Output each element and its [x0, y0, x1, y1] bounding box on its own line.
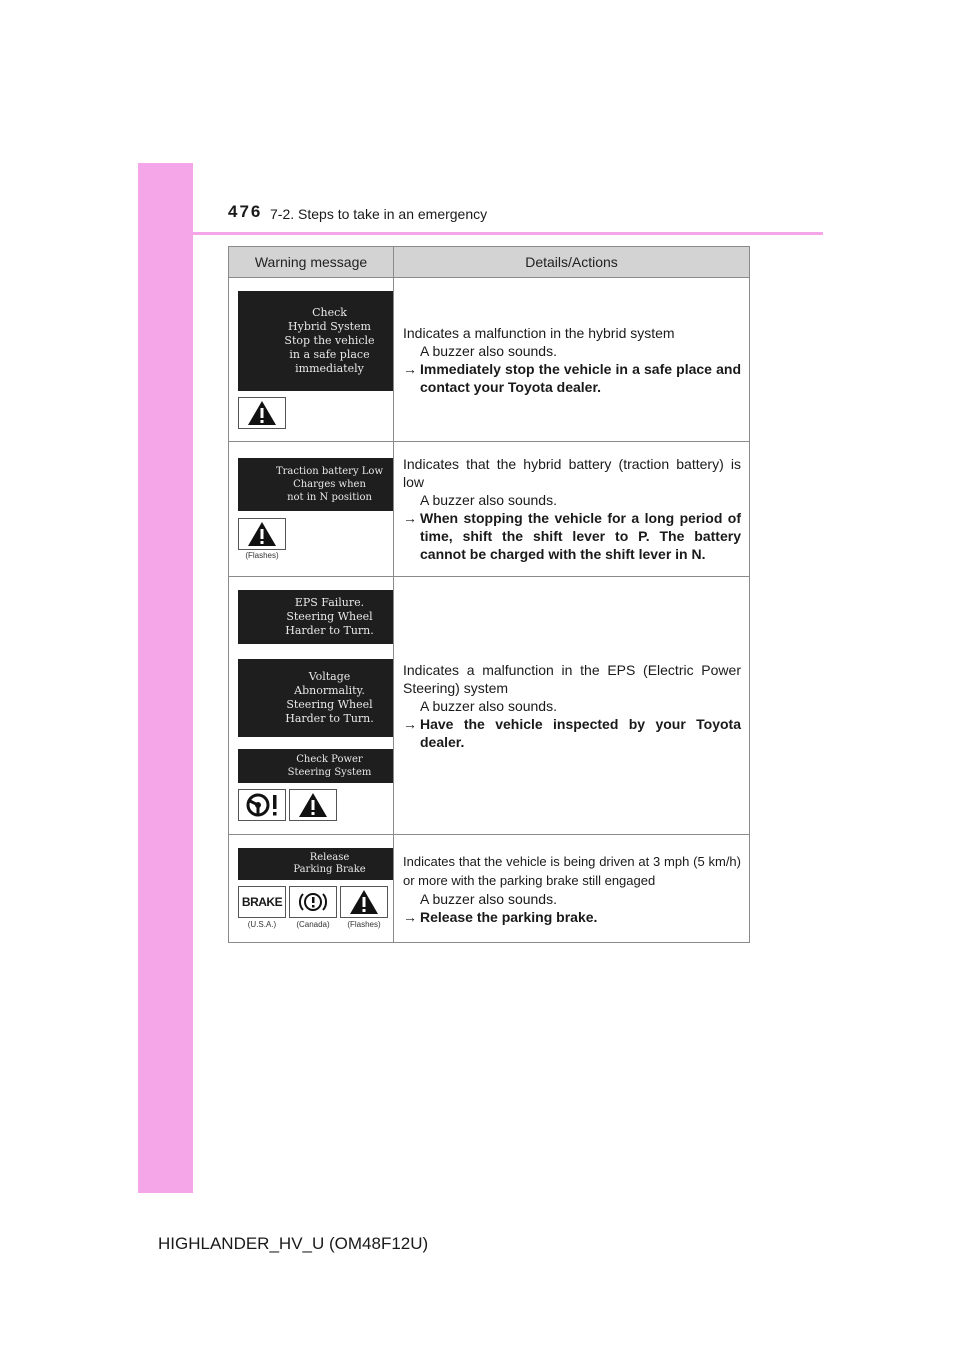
- icon-caption: (U.S.A.): [247, 920, 277, 929]
- arrow-icon: →: [403, 908, 417, 925]
- warning-triangle-icon: [340, 886, 388, 918]
- action-text: → Have the vehicle inspected by your Toyota dealer.: [403, 715, 741, 750]
- buzzer-note: A buzzer also sounds.: [420, 342, 557, 359]
- message-cell: [229, 278, 394, 442]
- warning-triangle-icon: [289, 789, 337, 821]
- section-title: 7-2. Steps to take in an emergency: [270, 206, 488, 222]
- details-cell: [394, 577, 750, 835]
- table-row: [229, 278, 750, 442]
- arrow-icon: →: [403, 510, 417, 526]
- message-cell: [229, 835, 394, 943]
- icon-caption: (Flashes): [245, 551, 279, 560]
- buzzer-note: A buzzer also sounds.: [420, 697, 557, 714]
- detail-text: Indicates that the hybrid battery (traction battery) is low: [403, 456, 741, 490]
- warning-table: [228, 246, 750, 943]
- detail-text: Indicates a malfunction in the EPS (Electric Power Steering) system: [403, 661, 741, 696]
- page-number: 476: [228, 202, 263, 221]
- steering-warning-icon: [238, 789, 286, 821]
- details-cell: [394, 442, 750, 577]
- buzzer-note: A buzzer also sounds.: [420, 890, 557, 907]
- detail-text: Indicates that the vehicle is being driven at 3 mph (5 km/h) or more with the parking brake still engaged: [403, 853, 741, 888]
- action-text: → Release the parking brake.: [403, 908, 598, 925]
- table-row: [229, 577, 750, 835]
- side-tab: [138, 163, 193, 1193]
- detail-text: Indicates a malfunction in the hybrid system: [403, 324, 675, 341]
- footer-model-code: HIGHLANDER_HV_U (OM48F12U): [158, 1234, 429, 1253]
- warning-triangle-icon: [238, 397, 286, 429]
- col-details-actions: Details/Actions: [394, 247, 750, 278]
- parking-brake-icon: [289, 886, 337, 918]
- message-cell: [229, 442, 394, 577]
- display-screen: Voltage Abnormality. Steering Wheel Harder to Turn.: [238, 659, 393, 737]
- display-screen: Check Power Steering System: [238, 749, 393, 783]
- details-cell: [394, 278, 750, 442]
- display-screen: Traction battery Low Charges when not in N position: [238, 458, 393, 511]
- table-row: [229, 835, 750, 943]
- arrow-icon: →: [403, 715, 417, 732]
- message-cell: [229, 577, 394, 835]
- display-screen: Release Parking Brake: [238, 848, 393, 880]
- action-text: → When stopping the vehicle for a long period of time, shift the shift lever to P. The battery cannot be charged with the shift lever in N.: [403, 510, 741, 562]
- brake-icon: BRAKE: [238, 886, 286, 918]
- header-rule: [193, 232, 823, 235]
- display-screen: Check Hybrid System Stop the vehicle in a safe place immediately: [238, 291, 393, 391]
- arrow-icon: →: [403, 360, 417, 377]
- icon-caption: (Canada): [296, 920, 330, 929]
- table-header-row: [229, 247, 750, 278]
- col-warning-message: Warning message: [229, 247, 394, 278]
- buzzer-note: A buzzer also sounds.: [420, 492, 557, 508]
- display-screen: EPS Failure. Steering Wheel Harder to Turn.: [238, 590, 393, 644]
- warning-triangle-icon: [238, 518, 286, 550]
- action-text: → Immediately stop the vehicle in a safe place and contact your Toyota dealer.: [403, 360, 741, 395]
- icon-caption: (Flashes): [347, 920, 381, 929]
- table-row: [229, 442, 750, 577]
- details-cell: [394, 835, 750, 943]
